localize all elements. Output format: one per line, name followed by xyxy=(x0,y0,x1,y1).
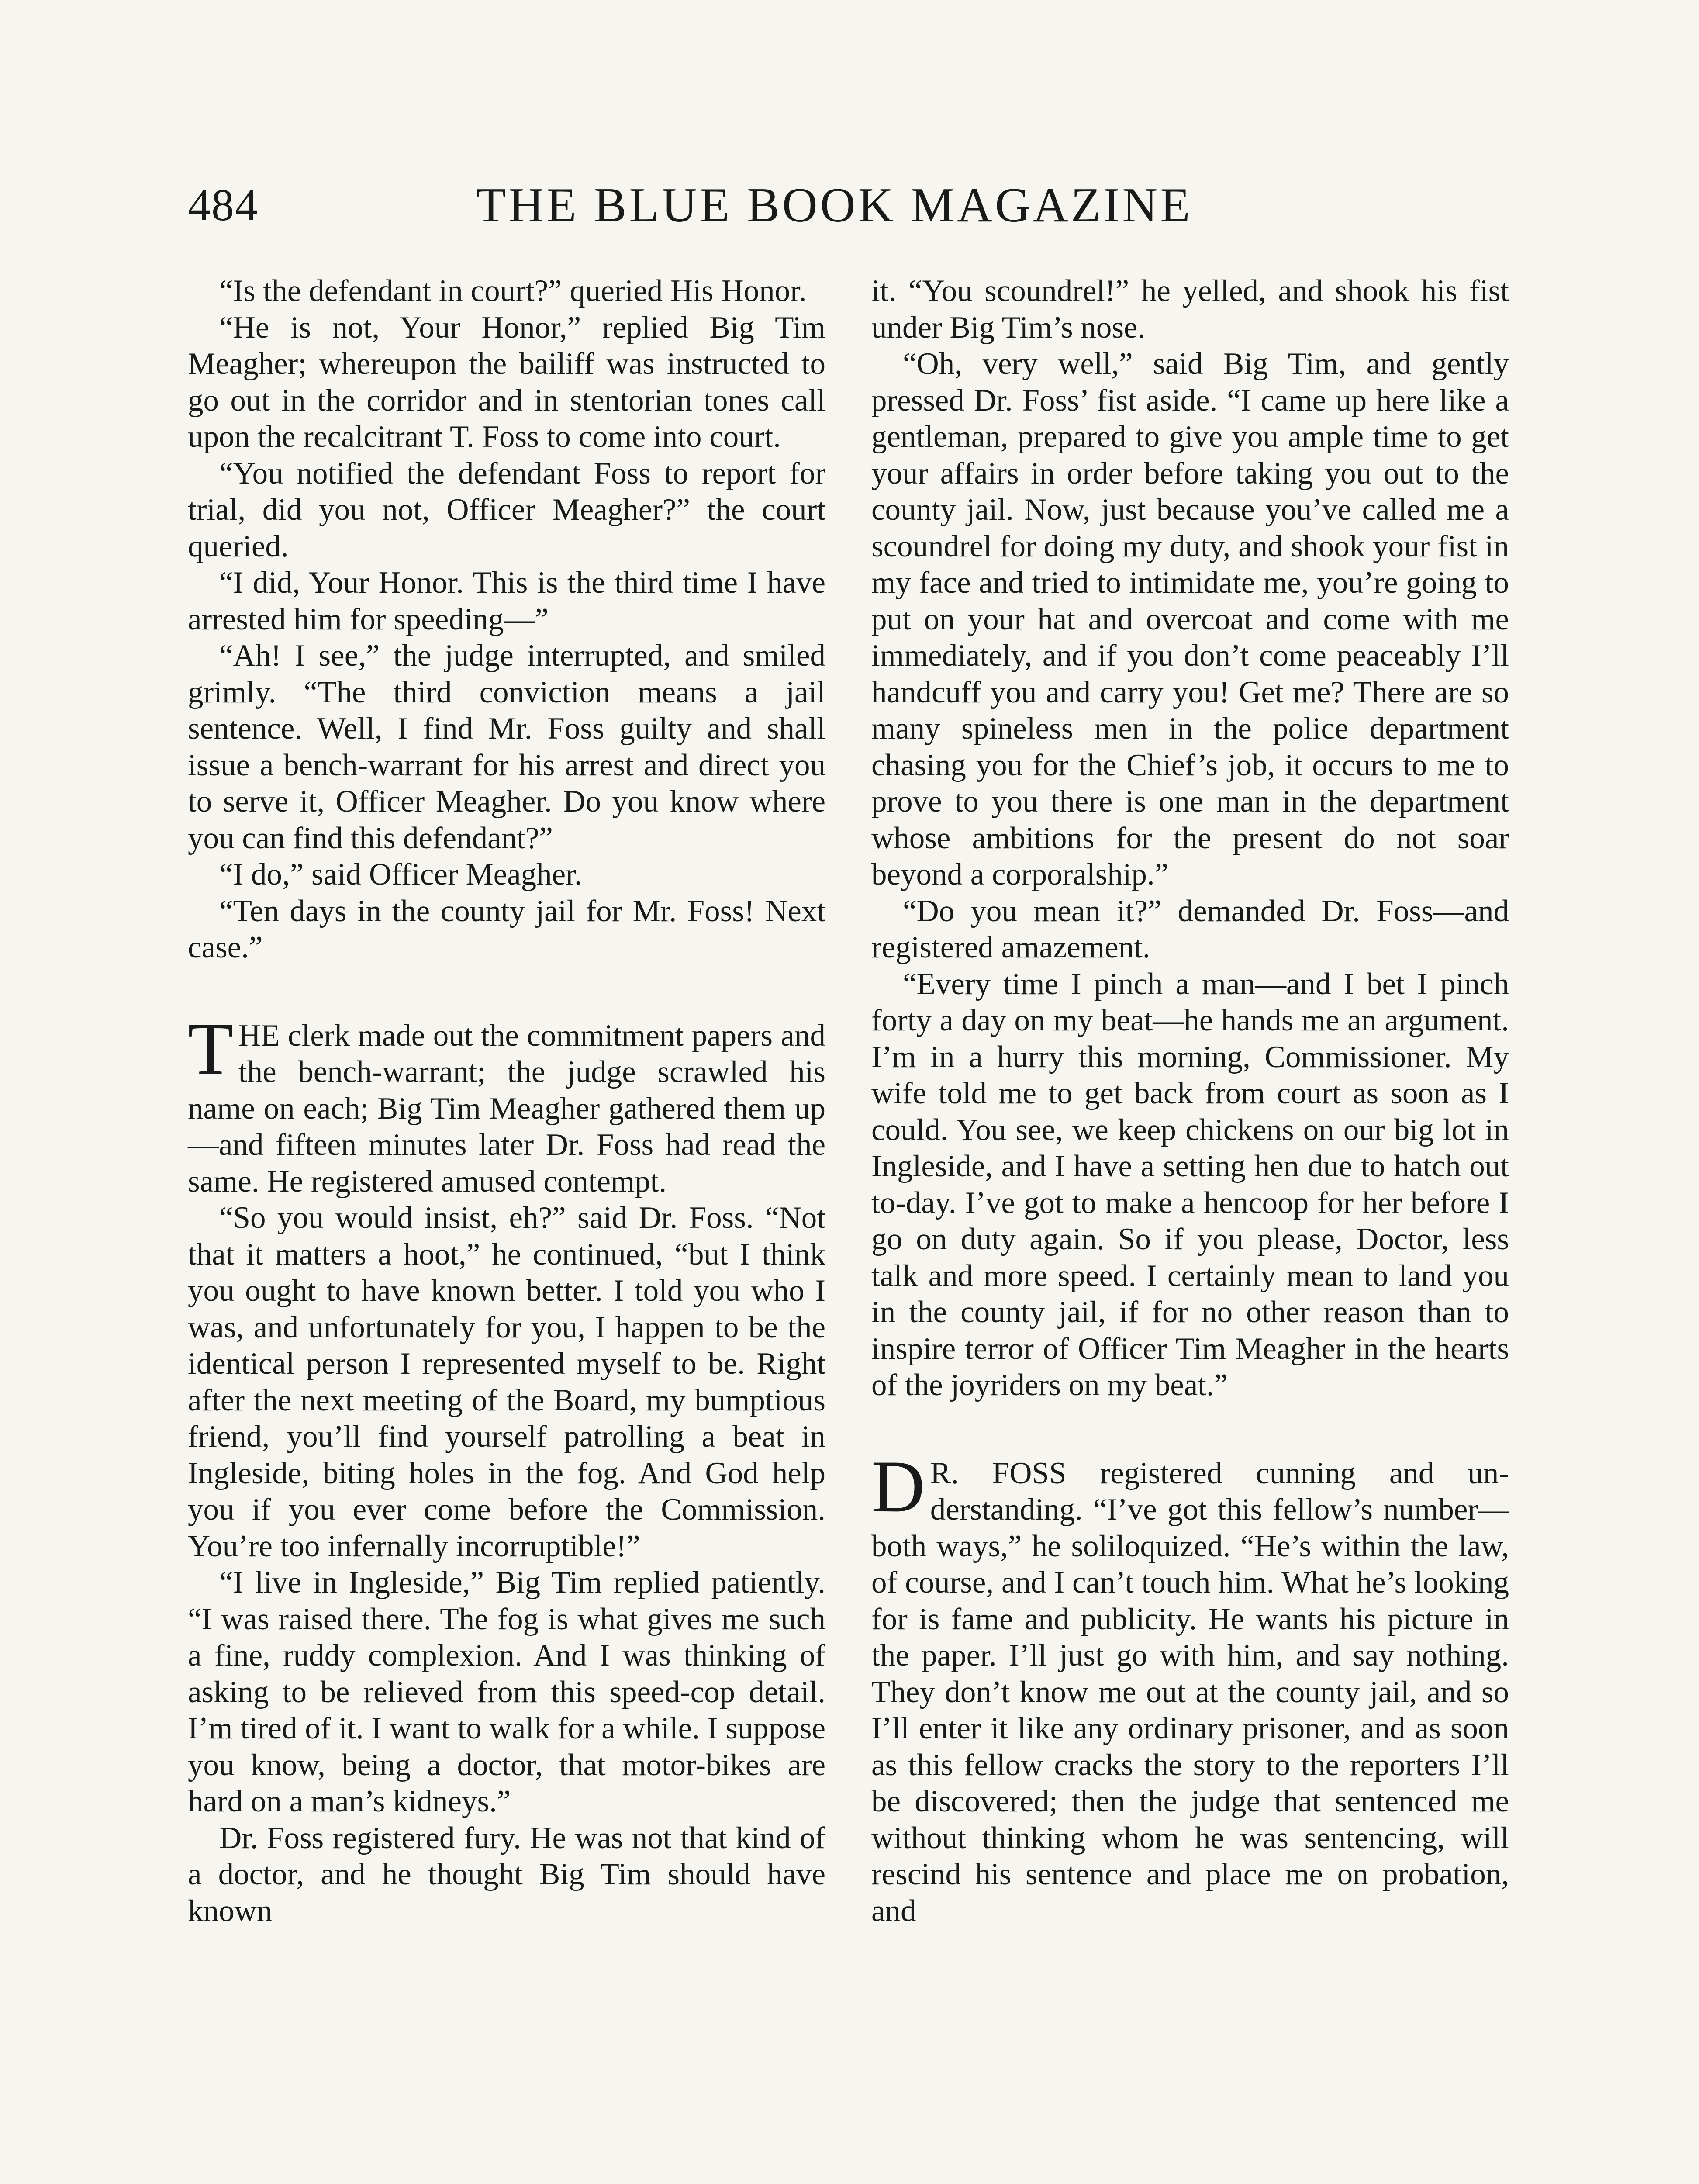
paragraph-text: R. FOSS registered cunning and understanding. “I’ve got this fellow’s number—both ways,” he soliloquized. “He’s within the law, of course, and I can’t touch him. What he’s looking for is fame and publicity. He wants his picture in the paper. I’ll just go with him, and say nothing. They don’t know me out at the county jail, and so I’ll enter it like any ordinary prisoner, and as soon as this fellow cracks the story to the reporters I’ll be discovered; then the judge that sentenced me without thinking whom he was sentencing, will rescind his sentence and place me on probation, and xyxy=(871,1456,1509,1928)
paragraph: “Is the defendant in court?” queried His Honor. xyxy=(219,274,807,308)
paragraph: “He is not, Your Honor,” replied Big Tim Meagher; whereupon the bailiff was instructed to go out in the corridor and in stentorian tones call upon the recalcitrant T. Foss to come into court. xyxy=(188,310,825,454)
section-opening-paragraph xyxy=(871,1445,1509,1930)
paragraph: “I live in Ingleside,” Big Tim replied patiently. “I was raised there. The fog is what gives me such a fine, ruddy complexion. And I was thinking of asking to be relieved from this speed-cop detail. I’m tired of it. I want to walk for a while. I suppose you know, being a doctor, that motor-bikes are hard on a man’s kidneys.” xyxy=(188,1565,825,1818)
drop-cap: D xyxy=(871,1445,925,1527)
page-number: 484 xyxy=(188,180,259,230)
paragraph: “Do you mean it?” demanded Dr. Foss—and registered amazement. xyxy=(871,894,1509,964)
magazine-title: THE BLUE BOOK MAGAZINE xyxy=(476,178,1193,232)
paragraph: Dr. Foss registered fury. He was not that kind of a doctor, and he thought Big Tim should have known xyxy=(188,1821,825,1928)
paragraph: “You notified the defendant Foss to report for trial, did you not, Officer Meagher?” the court queried. xyxy=(188,456,825,563)
left-column xyxy=(188,273,825,1929)
paragraph-text: HE clerk made out the commitment papers and the bench-warrant; the judge scrawled his name on each; Big Tim Meagher gathered them up—and fifteen minutes later Dr. Foss had read the same. He registered amused contempt. xyxy=(188,1018,825,1199)
paragraph: “I did, Your Honor. This is the third time I have arrested him for speeding—” xyxy=(188,566,825,636)
page-header xyxy=(188,175,1507,245)
paragraph: “Every time I pinch a man—and I bet I pinch forty a day on my beat—he hands me an argument. I’m in a hurry this morning, Commissioner. My wife told me to get back from court as soon as I could. You see, we keep chickens on our big lot in Ingleside, and I have a setting hen due to hatch out to-day. I’ve got to make a hencoop for her before I go on duty again. So if you please, Doctor, less talk and more speed. I certainly mean to land you in the county jail, if for no other reason than to inspire terror of Officer Tim Meagher in the hearts of the joyriders on my beat.” xyxy=(871,967,1509,1402)
paragraph: “I do,” said Officer Meagher. xyxy=(219,857,582,892)
paragraph: “So you would insist, eh?” said Dr. Foss. “Not that it matters a hoot,” he continued, “but I think you ought to have known better. I told you who I was, and unfortunately for you, I happen to be the identical person I represented myself to be. Right after the next meeting of the Board, my bumptious friend, you’ll find yourself patrolling a beat in Ingleside, biting holes in the fog. And God help you if you ever come before the Commission. You’re too infernally incorruptible!” xyxy=(188,1201,825,1563)
section-opening-paragraph xyxy=(188,1007,825,1200)
paragraph: “Ten days in the county jail for Mr. Foss! Next case.” xyxy=(188,894,825,964)
right-column xyxy=(871,273,1509,1929)
paragraph: “Ah! I see,” the judge interrupted, and smiled grimly. “The third conviction means a jail sentence. Well, I find Mr. Foss guilty and shall issue a bench-warrant for his arrest and direct you to serve it, Officer Meagher. Do you know where you can find this defendant?” xyxy=(188,639,825,855)
drop-cap: T xyxy=(188,1007,233,1090)
paragraph: it. “You scoundrel!” he yelled, and shook his fist under Big Tim’s nose. xyxy=(871,274,1509,345)
paragraph: “Oh, very well,” said Big Tim, and gently pressed Dr. Foss’ fist aside. “I came up here like a gentleman, prepared to give you ample time to get your affairs in order before taking you out to the county jail. Now, just because you’ve called me a scoundrel for doing my duty, and shook your fist in my face and tried to intimidate me, you’re going to put on your hat and overcoat and come with me immediately, and if you don’t come peaceably I’ll handcuff you and carry you! Get me? There are so many spineless men in the police department chasing you for the Chief’s job, it occurs to me to prove to you there is one man in the department whose ambitions for the present do not soar beyond a corporalship.” xyxy=(871,347,1509,892)
